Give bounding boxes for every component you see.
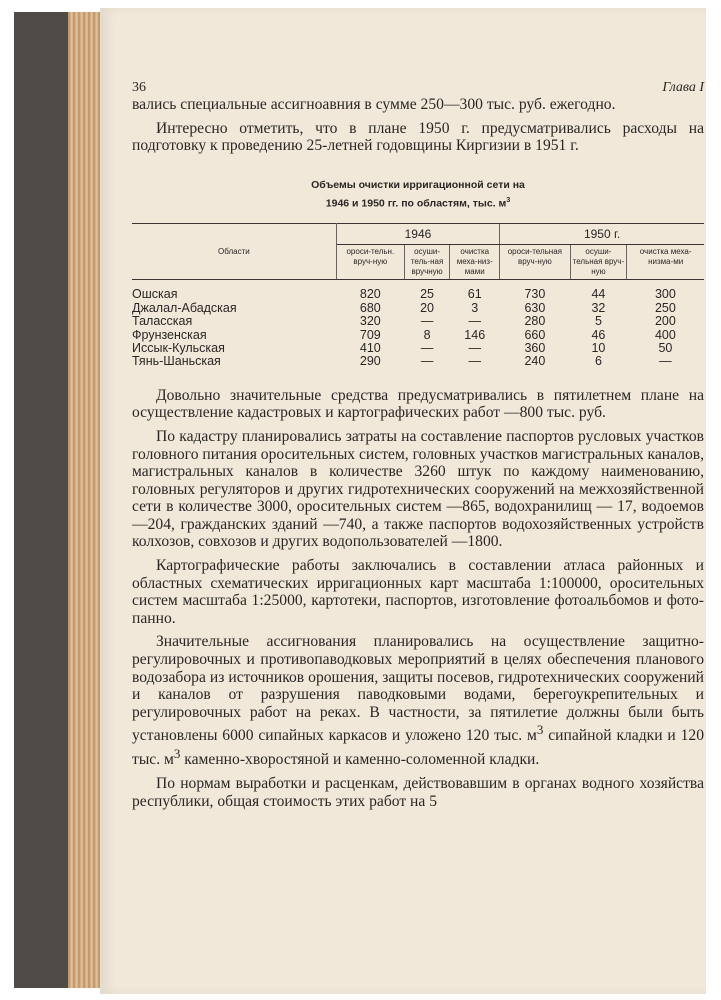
book-binding-shadow: [14, 12, 76, 988]
paragraph-1: вались специальные ассигноавния в сумме 250—300 тыс. руб. ежегодно.: [132, 96, 616, 113]
value-cell: —: [420, 340, 434, 355]
irrigation-cleaning-table: [132, 223, 704, 368]
value-cell: 320: [359, 314, 381, 329]
value-cell: 20: [420, 300, 435, 315]
value-cell: 660: [524, 327, 546, 342]
table-title-sup: 3: [506, 196, 511, 204]
table-title-line2: 1946 и 1950 гг. по областям, тыс. м: [325, 197, 507, 210]
table-row: [132, 302, 704, 315]
paragraph-7: По нормам выработки и расценкам, действовавшим в органах водного хозяйства республики, общая стоимость этих работ на 5: [132, 774, 704, 810]
value-cell: 8: [423, 327, 431, 342]
page-number: 36: [132, 80, 146, 95]
paragraph-6-part-c: каменно-хворостяной и каменно-соломенной кладки.: [180, 751, 540, 769]
value-cell: —: [420, 314, 434, 329]
value-cell: —: [468, 314, 481, 329]
value-cell: —: [468, 340, 481, 355]
subheader-5: осуши-тельная вруч-ную: [570, 245, 627, 280]
paragraph-2: Интересно отметить, что в плане 1950 г. предусматривались расходы на подготовку к проведению 25-летней годовщины Киргизии в 1951 г.: [132, 119, 704, 155]
subheader-4: ороси-тельная вруч-ную: [500, 245, 570, 280]
value-cell: —: [659, 354, 672, 369]
value-cell: 680: [359, 300, 381, 315]
superscript-3: 3: [173, 746, 181, 762]
value-cell: 820: [359, 287, 381, 302]
value-cell: 146: [464, 327, 486, 342]
table-row: [132, 315, 704, 328]
value-cell: 280: [524, 314, 546, 329]
value-cell: 44: [591, 287, 606, 302]
book-page: [100, 8, 706, 994]
value-cell: 10: [591, 340, 606, 355]
subheader-6: очистка меха-низма-ми: [627, 245, 704, 280]
value-cell: 46: [591, 327, 606, 342]
value-cell: 32: [591, 300, 606, 315]
paragraph-5: Картографические работы заключались в составлении атласа районных и областных схематических ирригационных карт масштаба 1:100000, оросительных систем масштаба 1:25000, картотеки, паспортов, изготовление фотоальбомов и фото-панно.: [132, 557, 704, 627]
region-cell: Таласская: [132, 314, 193, 329]
table-title: [132, 177, 704, 212]
header-year-1950: 1950 г.: [500, 224, 704, 245]
value-cell: 630: [524, 300, 546, 315]
value-cell: 6: [594, 354, 602, 369]
region-cell: Фрунзенская: [132, 327, 207, 342]
value-cell: 300: [654, 287, 676, 302]
region-cell: Джалал-Абадская: [132, 300, 237, 315]
value-cell: 360: [524, 340, 546, 355]
page-content: [132, 80, 704, 810]
chapter-title: Глава I: [662, 80, 704, 95]
header-regions: Области: [132, 224, 336, 280]
paragraph-6-part-b: сипайной кладки и 120 тыс. м: [132, 727, 704, 769]
table-row: [132, 280, 704, 302]
region-cell: Тянь-Шаньская: [132, 354, 221, 369]
value-cell: 250: [654, 300, 676, 315]
value-cell: 240: [524, 354, 546, 369]
subheader-2: осуши-тель-ная вручную: [404, 245, 449, 280]
superscript-3: 3: [536, 722, 544, 738]
subheader-1: ороси-тельн. вруч-ную: [336, 245, 404, 280]
table-title-line1: Объемы очистки ирригационной сети на: [311, 178, 525, 191]
table-row: [132, 355, 704, 368]
table-row: [132, 329, 704, 342]
value-cell: 3: [471, 300, 479, 315]
value-cell: 730: [524, 287, 546, 302]
paragraph-6-part-a: Значительные ассигнования планировались на осуществление защитно-регулировочных и противопаводковых мероприятий в целях обеспечения планового водозабора из источников орошения, защиты посевов, гидротехнических сооружений и каналов от разрушения паводковыми водами, берегоукрепительных и регулировочных работ на реках. В частности, за пятилетие должны были быть установлены 6000 сипайных каркасов и уложено 120 тыс. м: [132, 633, 704, 745]
running-head: [132, 80, 704, 96]
region-cell: Иссык-Кульская: [132, 340, 225, 355]
value-cell: 200: [654, 314, 676, 329]
value-cell: 61: [467, 287, 482, 302]
subheader-3: очистка меха-низ-мами: [450, 245, 500, 280]
region-cell: Ошская: [132, 287, 178, 302]
paragraph-6: [132, 633, 704, 769]
value-cell: 50: [658, 340, 673, 355]
table-row: [132, 342, 704, 355]
value-cell: 410: [359, 340, 381, 355]
value-cell: —: [468, 354, 481, 369]
value-cell: —: [420, 354, 434, 369]
value-cell: 25: [420, 287, 435, 302]
paragraph-4: По кадастру планировались затраты на составление паспортов русловых участков головного питания оросительных систем, головных участков магистральных каналов, магистральных каналов в количестве 3260 штук по каждому наименованию, головных регуляторов и других гидротехнических сооружений на межхозяйственной сети в количестве 3000, оросительных систем —865, водохранилищ — 17, водоемов —204, гражданских зданий —740, а также паспортов водохозяйственных устройств колхозов, совхозов и других водопользователей —1800.: [132, 427, 704, 551]
value-cell: 5: [594, 314, 602, 329]
paragraph-3: Довольно значительные средства предусматривались в пятилетнем плане на осуществление кадастровых и картографических работ —800 тыс. руб.: [132, 386, 704, 422]
value-cell: 400: [654, 327, 676, 342]
value-cell: 709: [359, 327, 381, 342]
header-year-1946: 1946: [336, 224, 499, 245]
value-cell: 290: [359, 354, 381, 369]
